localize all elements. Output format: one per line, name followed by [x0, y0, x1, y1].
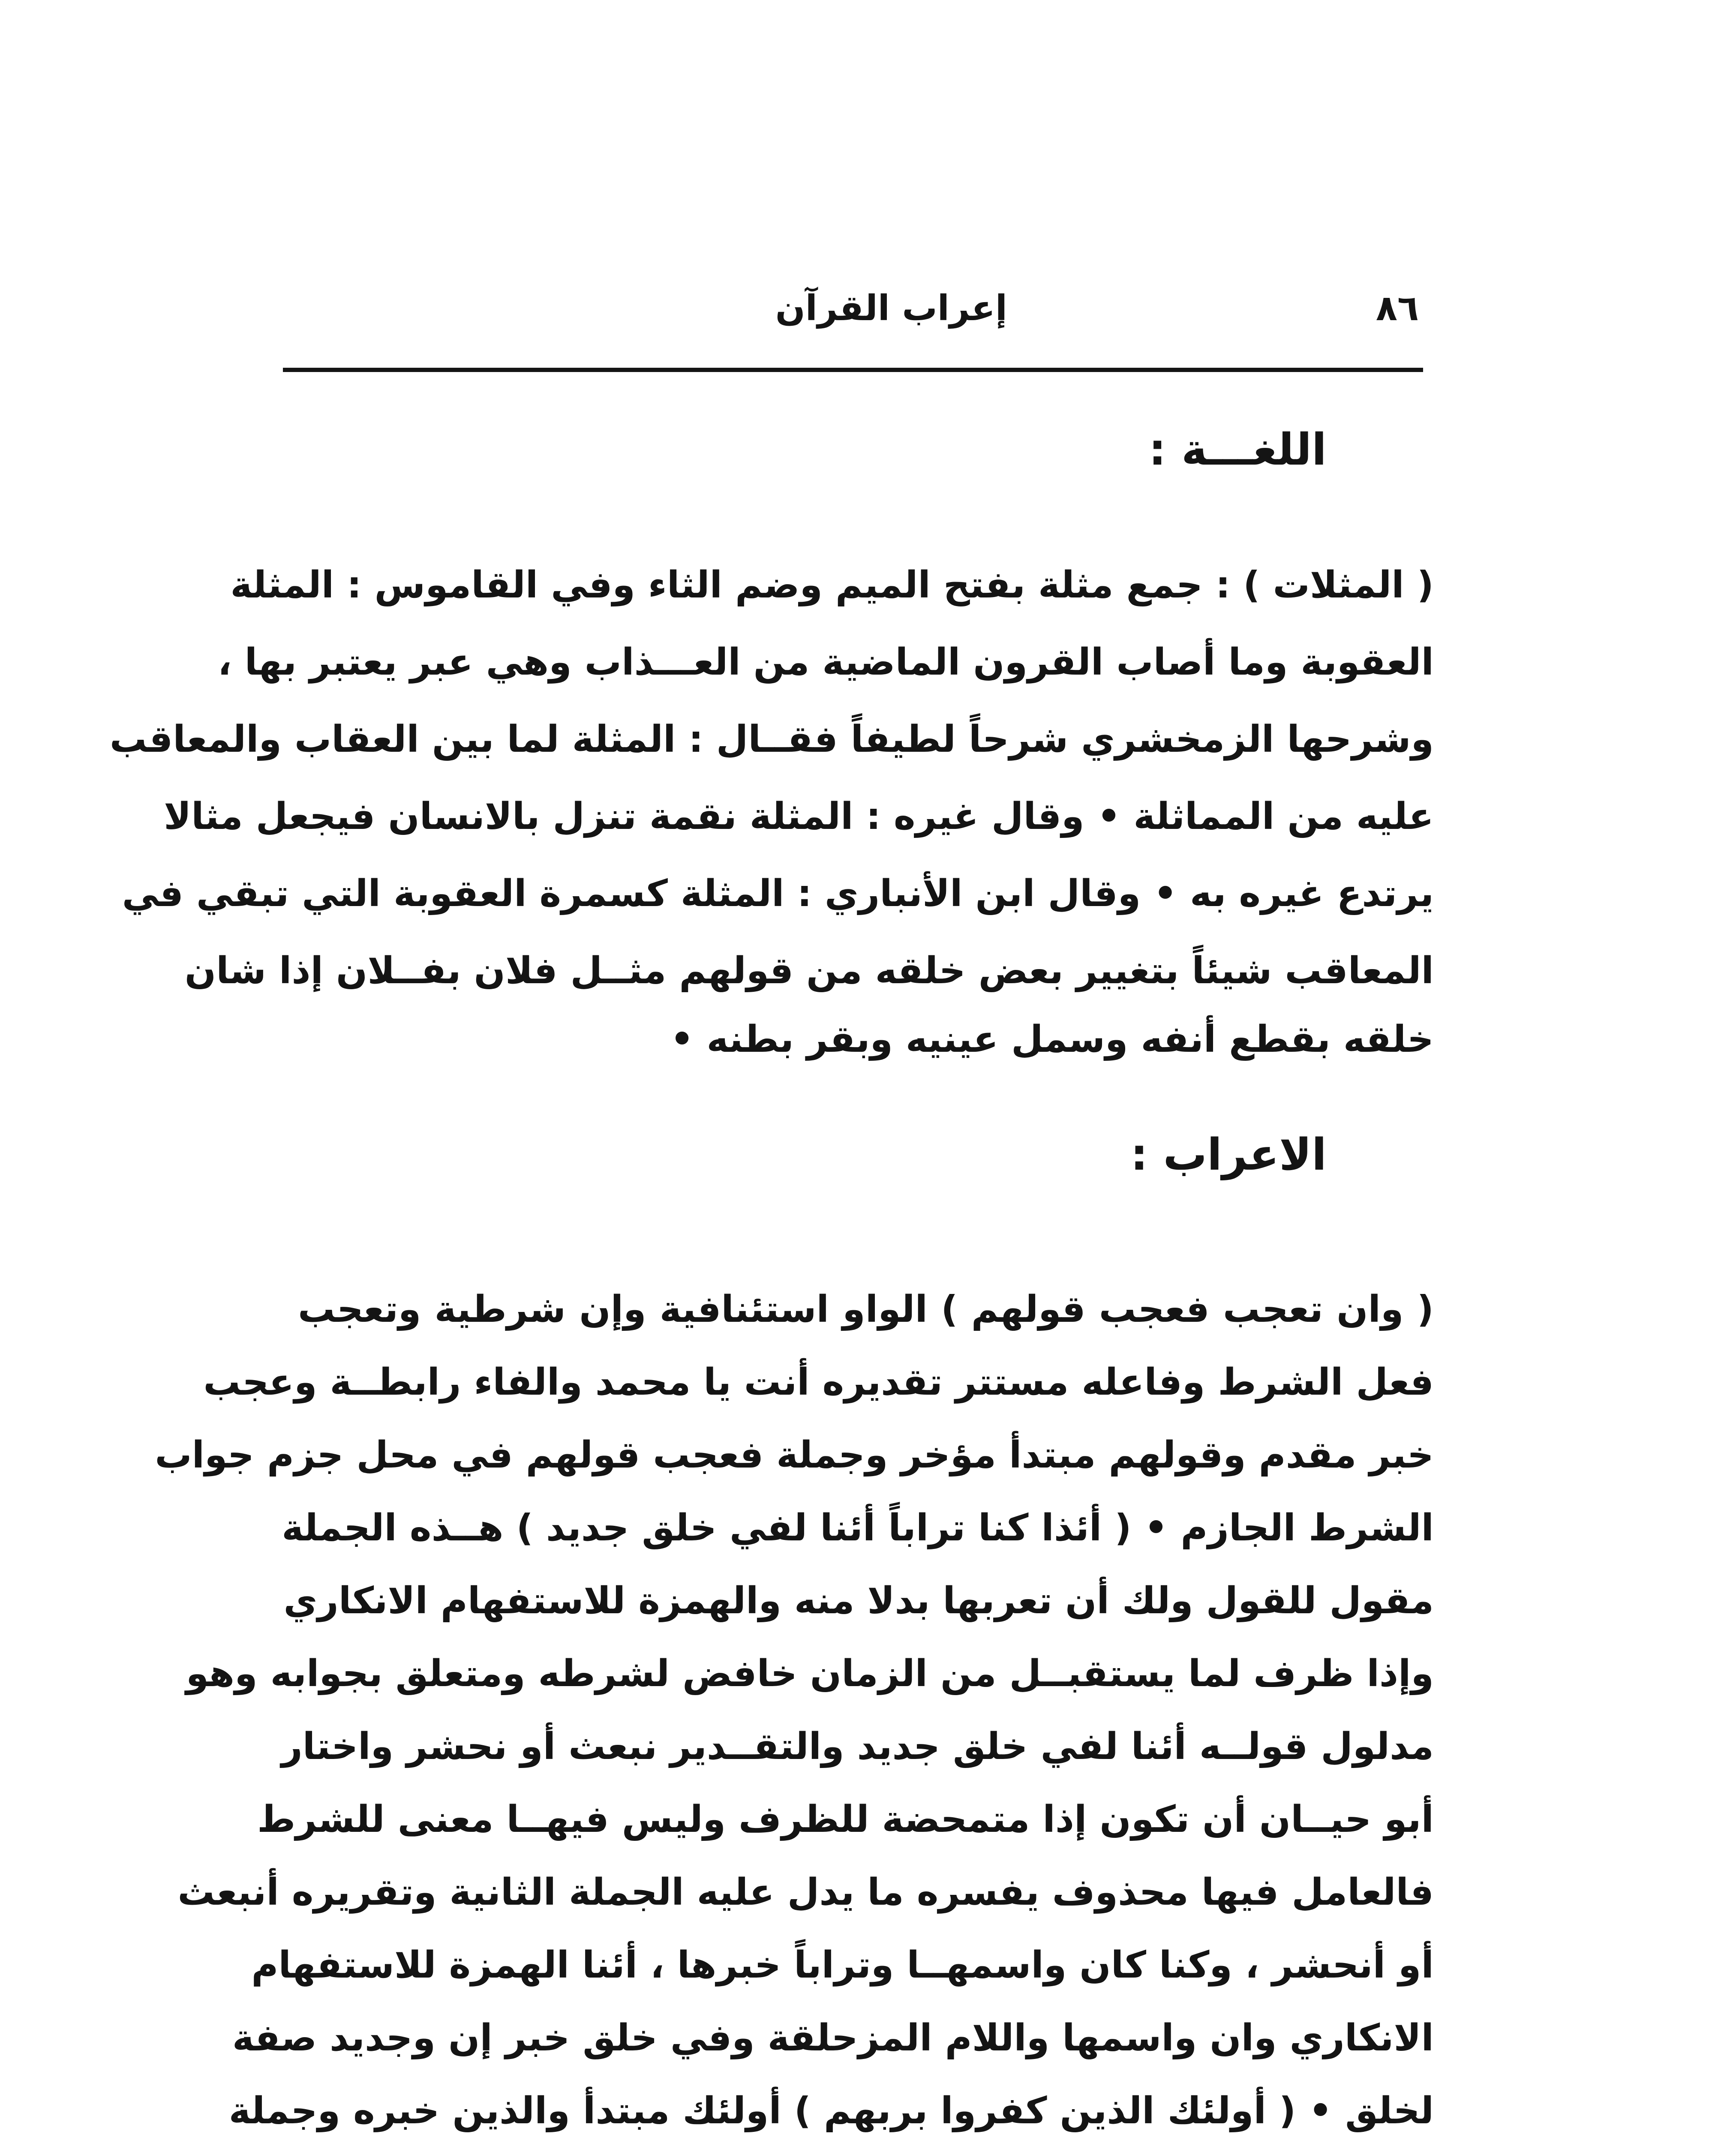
irab-line: خبر مقدم وقولهم مبتدأ مؤخر وجملة فعجب قولهم في محل جزم جواب: [155, 1434, 1434, 1477]
lugha-line: المعاقب شيئاً بتغيير بعض خلقه من قولهم مثــل فلان بفــلان إذا شان: [184, 949, 1434, 992]
irab-line: أبو حيــان أن تكون إذا متمحضة للظرف وليس فيهــا معنى للشرط: [257, 1798, 1434, 1841]
irab-line: ( وان تعجب فعجب قولهم ) الواو استئنافية وإن شرطية وتعجب: [298, 1288, 1434, 1331]
page-number: ٨٦: [1376, 288, 1419, 329]
irab-line: أو أنحشر ، وكنا كان واسمهــا وتراباً خبرها ، أئنا الهمزة للاستفهام: [251, 1944, 1434, 1987]
irab-line: فعل الشرط وفاعله مستتر تقديره أنت يا محمد والفاء رابطــة وعجب: [203, 1361, 1434, 1404]
lugha-line: العقوبة وما أصاب القرون الماضية من العـــذاب وهي عبر يعتبر بها ،: [217, 641, 1434, 684]
irab-line: وإذا ظرف لما يستقبــل من الزمان خافض لشرطه ومتعلق بجوابه وهو: [186, 1652, 1434, 1695]
irab-line: الانكاري وان واسمها واللام المزحلقة وفي خلق خبر إن وجديد صفة: [232, 2017, 1434, 2059]
section-heading-lugha: اللغـــة :: [1148, 424, 1327, 475]
header-rule: [283, 368, 1423, 372]
lugha-line: يرتدع غيره به • وقال ابن الأنباري : المثلة كسمرة العقوبة التي تبقي في: [122, 872, 1434, 915]
lugha-line: وشرحها الزمخشري شرحاً لطيفاً فقــال : المثلة لما بين العقاب والمعاقب: [109, 718, 1434, 761]
irab-line: مدلول قولــه أئنا لفي خلق جديد والتقــدير نبعث أو نحشر واختار: [281, 1725, 1434, 1768]
lugha-line: عليه من المماثلة • وقال غيره : المثلة نقمة تنزل بالانسان فيجعل مثالا: [164, 795, 1434, 838]
lugha-line: ( المثلات ) : جمع مثلة بفتح الميم وضم الثاء وفي القاموس : المثلة: [230, 564, 1434, 606]
irab-line: لخلق • ( أولئك الذين كفروا بربهم ) أولئك مبتدأ والذين خبره وجملة: [228, 2089, 1434, 2132]
irab-line: فالعامل فيها محذوف يفسره ما يدل عليه الجملة الثانية وتقريره أنبعث: [177, 1871, 1434, 1914]
section-heading-irab: الاعراب :: [1130, 1129, 1327, 1180]
book-title: إعراب القرآن: [775, 288, 1007, 329]
irab-line: الشرط الجازم • ( أئذا كنا تراباً أئنا لفي خلق جديد ) هــذه الجملة: [282, 1507, 1434, 1549]
lugha-line: خلقه بقطع أنفه وسمل عينيه وبقر بطنه •: [670, 1018, 1434, 1061]
running-header: [283, 274, 1419, 347]
irab-line: مقول للقول ولك أن تعربها بدلا منه والهمزة للاستفهام الانكاري: [283, 1579, 1434, 1622]
